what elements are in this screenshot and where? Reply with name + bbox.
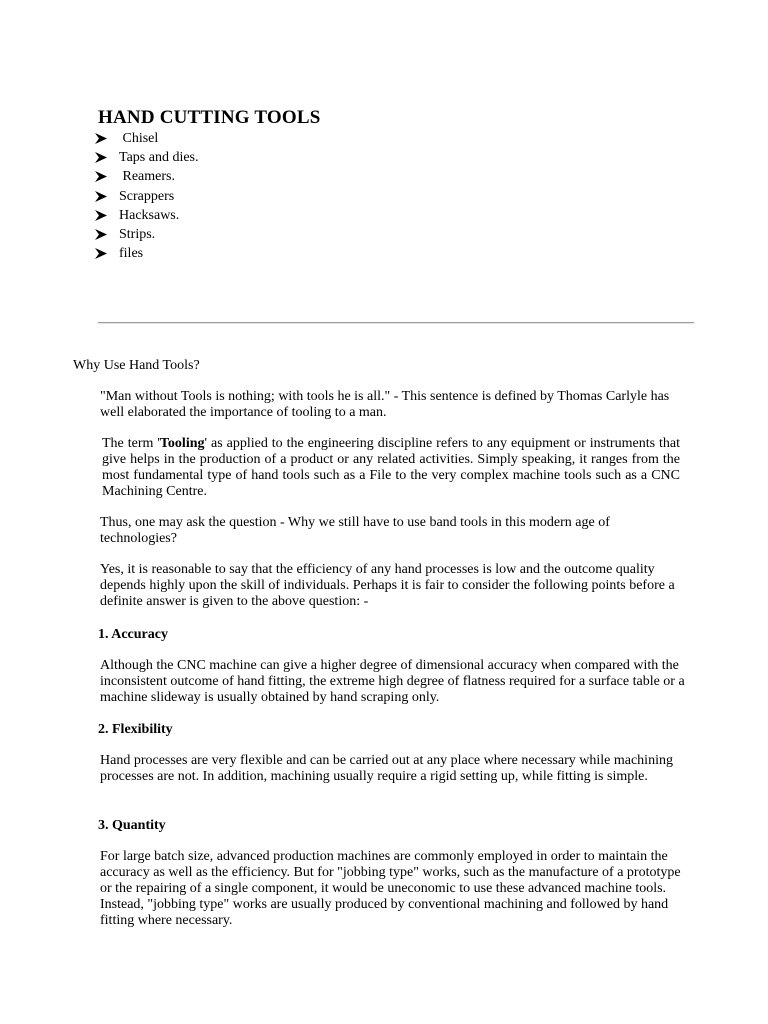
tool-name: Scrappers <box>119 188 175 204</box>
tool-name: Reamers. <box>119 169 175 185</box>
point-heading-quantity: 3. Quantity <box>98 818 166 833</box>
tool-name: Strips. <box>119 226 156 242</box>
efficiency-paragraph: Yes, it is reasonable to say that the efficiency of any hand processes is low and the outcome quality depends highly upon the skill of individuals. Perhaps it is fair to consider the following points before a definite answer is given to the above question: - <box>100 562 675 609</box>
arrowhead-bullet-icon <box>95 229 107 240</box>
tooling-term: Tooling <box>159 436 205 451</box>
tooling-text-before: The term ' <box>102 436 160 451</box>
point-heading-accuracy: 1. Accuracy <box>98 627 168 642</box>
point-text-accuracy: Although the CNC machine can give a higher degree of dimensional accuracy when compared with the inconsistent outcome of hand fitting, the extreme high degree of flatness required for a surface table or a machine slideway is usually obtained by hand scraping only. <box>100 658 685 705</box>
tool-name: files <box>119 246 144 262</box>
question-paragraph: Thus, one may ask the question - Why we still have to use band tools in this modern age of technologies? <box>100 515 610 546</box>
tooling-paragraph <box>102 436 680 500</box>
section-heading: Why Use Hand Tools? <box>73 358 200 373</box>
tooling-text-after: ' as applied to the engineering discipline refers to any equipment or instruments that give helps in the production of a product or any related activities. Simply speaking, it ranges from the most fundamental type of hand tools such as a File to the very complex machine tools such as a CNC Machining Centre. <box>102 436 680 499</box>
point-heading-flexibility: 2. Flexibility <box>98 722 173 737</box>
tool-name: Taps and dies. <box>119 150 199 166</box>
arrowhead-bullet-icon <box>95 133 107 144</box>
arrowhead-bullet-icon <box>95 210 107 221</box>
point-text-flexibility: Hand processes are very flexible and can be carried out at any place where necessary while machining processes are not. In addition, machining usually require a rigid setting up, while fitting is simple. <box>100 753 673 784</box>
tool-name: Chisel <box>119 131 159 146</box>
horizontal-divider <box>98 322 694 324</box>
quote-paragraph: "Man without Tools is nothing; with tools he is all." - This sentence is defined by Thomas Carlyle has well elaborated the importance of tooling to a man. <box>100 389 670 420</box>
arrowhead-bullet-icon <box>95 171 107 182</box>
arrowhead-bullet-icon <box>95 152 107 163</box>
arrowhead-bullet-icon <box>95 248 107 259</box>
arrowhead-bullet-icon <box>95 191 107 202</box>
page-title: HAND CUTTING TOOLS <box>98 107 321 128</box>
tool-name: Hacksaws. <box>119 207 180 223</box>
point-text-quantity: For large batch size, advanced production machines are commonly employed in order to maintain the accuracy as well as the efficiency. But for "jobbing type" works, such as the manufacture of a prototype or the repairing of a single component, it would be uneconomic to use these advanced machine tools. Instead, "jobbing type" works are usually produced by conventional machining and followed by hand fitting where necessary. <box>100 849 681 928</box>
